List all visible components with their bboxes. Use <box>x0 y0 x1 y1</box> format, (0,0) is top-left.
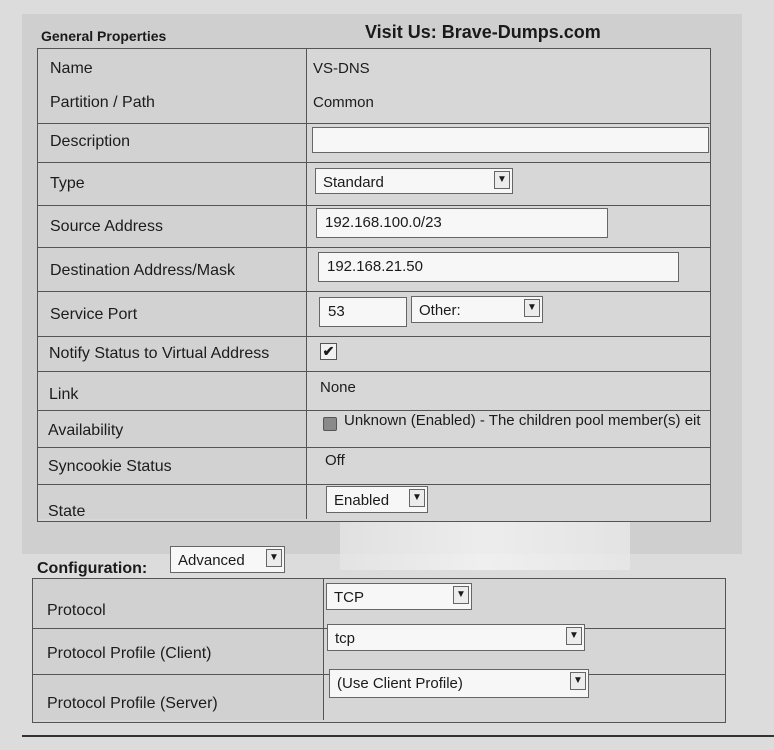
chevron-down-icon[interactable]: ▼ <box>453 586 469 604</box>
row-divider <box>38 410 710 411</box>
service-port-select-value: Other: <box>419 302 461 319</box>
status-unknown-icon <box>323 417 337 431</box>
description-input[interactable] <box>312 127 709 153</box>
partition-value: Common <box>313 94 374 111</box>
notify-status-label: Notify Status to Virtual Address <box>49 345 270 362</box>
state-select[interactable] <box>326 486 428 513</box>
row-divider <box>38 123 710 124</box>
protocol-label: Protocol <box>47 602 106 619</box>
source-address-label: Source Address <box>50 218 163 235</box>
row-divider <box>38 162 710 163</box>
partition-label: Partition / Path <box>50 94 155 111</box>
client-profile-select[interactable] <box>327 624 585 651</box>
bottom-rule <box>22 735 774 737</box>
description-label: Description <box>50 133 131 150</box>
chevron-down-icon[interactable]: ▼ <box>570 672 586 690</box>
configuration-label: Configuration: <box>37 560 148 577</box>
row-divider <box>38 447 710 448</box>
configuration-mode-select[interactable] <box>170 546 285 573</box>
server-profile-select[interactable] <box>329 669 589 698</box>
row-divider <box>38 484 710 485</box>
server-profile-label: Protocol Profile (Server) <box>47 695 218 712</box>
type-select[interactable] <box>315 168 513 194</box>
service-port-label: Service Port <box>50 306 138 323</box>
check-icon: ✔ <box>322 343 335 359</box>
name-label: Name <box>50 60 93 77</box>
server-profile-select-value: (Use Client Profile) <box>337 675 463 692</box>
properties-label-column <box>38 49 307 519</box>
watermark-title: Visit Us: Brave-Dumps.com <box>365 22 601 42</box>
syncookie-status-value: Off <box>325 452 345 469</box>
service-port-input[interactable]: 53 <box>319 297 407 327</box>
state-select-value: Enabled <box>334 492 390 509</box>
client-profile-label: Protocol Profile (Client) <box>47 645 212 662</box>
syncookie-status-label: Syncookie Status <box>48 458 172 475</box>
protocol-select-value: TCP <box>334 589 364 606</box>
chevron-down-icon[interactable]: ▼ <box>566 627 582 645</box>
link-label: Link <box>49 386 79 403</box>
source-address-input[interactable]: 192.168.100.0/23 <box>316 208 608 238</box>
row-divider <box>38 205 710 206</box>
chevron-down-icon[interactable]: ▼ <box>266 549 282 567</box>
row-divider <box>38 336 710 337</box>
section-title: General Properties <box>41 28 167 44</box>
link-value: None <box>320 379 356 396</box>
row-divider <box>38 291 710 292</box>
state-label: State <box>48 503 86 520</box>
chevron-down-icon[interactable]: ▼ <box>524 299 540 317</box>
chevron-down-icon[interactable]: ▼ <box>409 489 425 507</box>
type-select-value: Standard <box>323 174 384 191</box>
configuration-mode-value: Advanced <box>178 552 245 569</box>
destination-address-label: Destination Address/Mask <box>50 262 235 279</box>
row-divider <box>38 247 710 248</box>
name-value: VS-DNS <box>313 60 370 77</box>
destination-address-input[interactable]: 192.168.21.50 <box>318 252 679 282</box>
chevron-down-icon[interactable]: ▼ <box>494 171 510 189</box>
protocol-select[interactable] <box>326 583 472 610</box>
service-port-select[interactable] <box>411 296 543 323</box>
notify-status-checkbox[interactable] <box>320 343 337 360</box>
blurred-region <box>340 522 630 570</box>
availability-label: Availability <box>48 422 124 439</box>
availability-value: Unknown (Enabled) - The children pool member(s) eit <box>344 412 701 429</box>
client-profile-select-value: tcp <box>335 630 356 647</box>
row-divider <box>38 371 710 372</box>
type-label: Type <box>50 175 85 192</box>
